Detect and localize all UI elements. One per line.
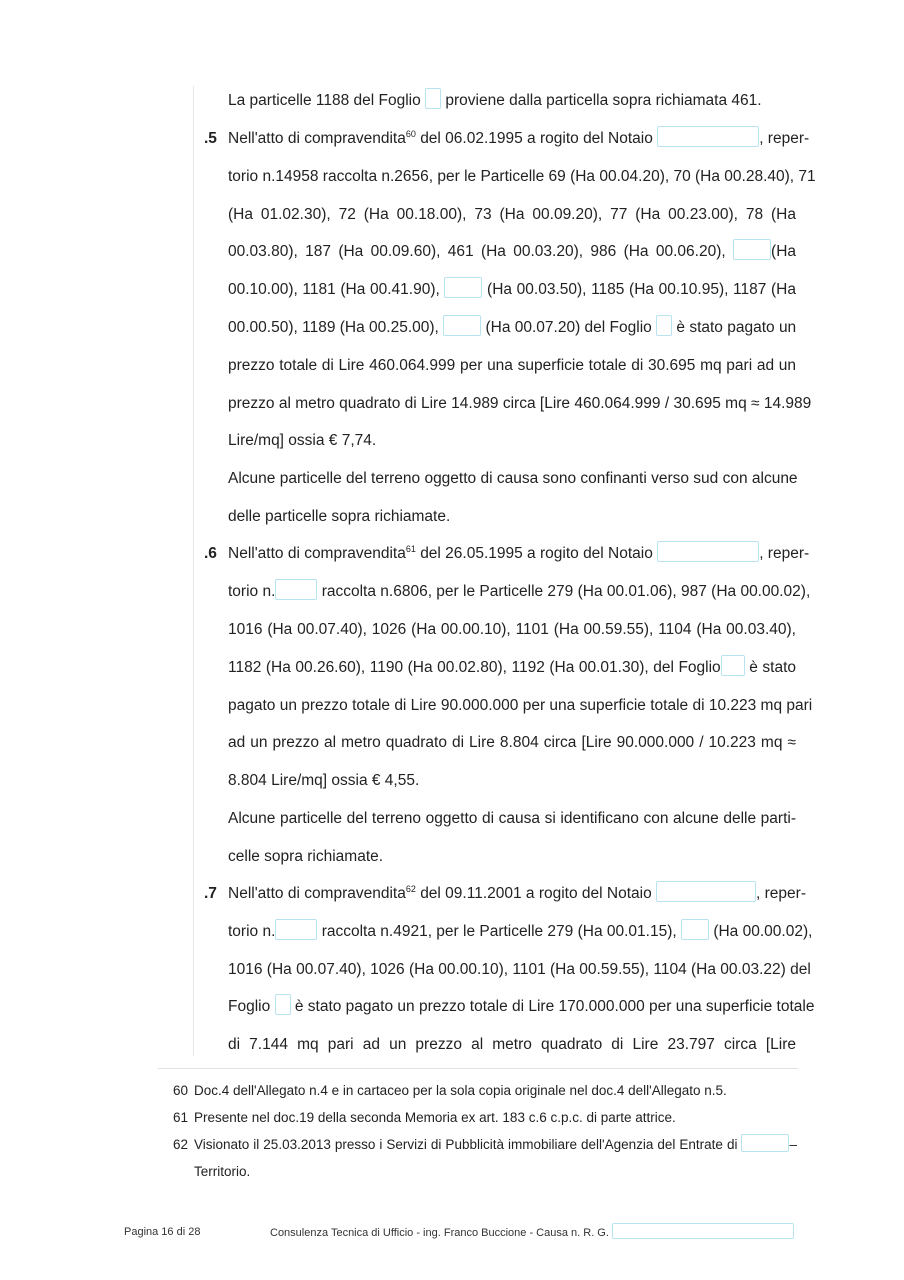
- redaction-box: [275, 994, 291, 1015]
- item-6-line-1: Nell'atto di compravendita$^{61}$ del 26.05.1995 a rogito del Notaio , reper-: [228, 541, 796, 567]
- redaction-box: [681, 919, 709, 940]
- page-number: Pagina 16 di 28: [124, 1226, 201, 1238]
- redaction-box: [443, 315, 481, 336]
- footnote-number: 60: [173, 1083, 189, 1098]
- item-7-line-1: Nell'atto di compravendita$^{62}$ del 09.11.2001 a rogito del Notaio , reper-: [228, 881, 796, 907]
- redaction-box: [741, 1134, 789, 1152]
- footnote-text: Presente nel doc.19 della seconda Memoria ex art. 183 c.6 c.p.c. di parte attrice.: [194, 1110, 676, 1125]
- item-7-line-5: di 7.144 mq pari ad un prezzo al metro quadrato di Lire 23.797 circa [Lire: [228, 1036, 796, 1053]
- footnote-text: Visionato il 25.03.2013 presso i Servizi di Pubblicità immobiliare dell'Agenzia del Entrate di –: [194, 1134, 797, 1156]
- footnote-text-continued: Territorio.: [194, 1164, 251, 1179]
- item-5-line-3: (Ha 01.02.30), 72 (Ha 00.18.00), 73 (Ha 00.09.20), 77 (Ha 00.23.00), 78 (Ha: [228, 206, 796, 223]
- item-5-line-1: Nell'atto di compravendita$^{60}$ del 06.02.1995 a rogito del Notaio , reper-: [228, 126, 796, 152]
- item-5-line-5: 00.10.00), 1181 (Ha 00.41.90), (Ha 00.03.50), 1185 (Ha 00.10.95), 1187 (Ha: [228, 277, 796, 303]
- item-6-line-2: torio n. raccolta n.6806, per le Particelle 279 (Ha 00.01.06), 987 (Ha 00.00.02),: [228, 579, 796, 605]
- item-6-line-7: 8.804 Lire/mq] ossia € 4,55.: [228, 772, 420, 789]
- item-6-line-6: ad un prezzo al metro quadrato di Lire 8.804 circa [Lire 90.000.000 / 10.223 mq ≈: [228, 734, 796, 751]
- redaction-box: [721, 655, 745, 676]
- item-number: .6: [204, 545, 217, 562]
- item-number: .7: [204, 885, 217, 902]
- redaction-box: [275, 919, 317, 940]
- item-7-line-4: Foglio è stato pagato un prezzo totale di Lire 170.000.000 per una superficie totale: [228, 994, 796, 1020]
- redaction-box: [425, 88, 441, 109]
- footnote-text: Doc.4 dell'Allegato n.4 e in cartaceo per la sola copia originale nel doc.4 dell'Allegato n.5.: [194, 1083, 727, 1098]
- footer-info: Consulenza Tecnica di Ufficio - ing. Franco Buccione - Causa n. R. G.: [270, 1223, 794, 1241]
- item-6-line-4: 1182 (Ha 00.26.60), 1190 (Ha 00.02.80), 1192 (Ha 00.01.30), del Foglio è stato: [228, 655, 796, 681]
- item-5-line-8: prezzo al metro quadrato di Lire 14.989 circa [Lire 460.064.999 / 30.695 mq ≈ 14.989: [228, 395, 812, 412]
- item-5-line-7: prezzo totale di Lire 460.064.999 per una superficie totale di 30.695 mq pari ad un: [228, 357, 796, 374]
- body-line: La particelle 1188 del Foglio proviene dalla particella sopra richiamata 461.: [228, 88, 796, 114]
- item-7-line-3: 1016 (Ha 00.07.40), 1026 (Ha 00.00.10), 1101 (Ha 00.59.55), 1104 (Ha 00.03.22) del: [228, 961, 811, 978]
- item-5-line-4: 00.03.80), 187 (Ha 00.09.60), 461 (Ha 00.03.20), 986 (Ha 00.06.20), (Ha: [228, 239, 796, 265]
- item-5-paragraph-line-1: Alcune particelle del terreno oggetto di causa sono confinanti verso sud con alcune: [228, 470, 798, 487]
- footnote-number: 62: [173, 1137, 189, 1152]
- redaction-box: [656, 315, 672, 336]
- item-5-line-2: torio n.14958 raccolta n.2656, per le Particelle 69 (Ha 00.04.20), 70 (Ha 00.28.40), 71: [228, 168, 816, 185]
- footnote-number: 61: [173, 1110, 189, 1125]
- left-margin-rule: [193, 86, 194, 1056]
- item-6-line-5: pagato un prezzo totale di Lire 90.000.000 per una superficie totale di 10.223 mq pari: [228, 697, 813, 714]
- item-6-paragraph-line-1: Alcune particelle del terreno oggetto di causa si identificano con alcune delle parti-: [228, 810, 796, 827]
- redaction-box: [275, 579, 317, 600]
- item-5-line-6: 00.00.50), 1189 (Ha 00.25.00), (Ha 00.07.20) del Foglio è stato pagato un: [228, 315, 796, 341]
- redaction-box: [656, 881, 756, 902]
- redaction-box: [444, 277, 482, 298]
- redaction-box: [733, 239, 771, 260]
- redaction-box: [657, 126, 759, 147]
- footnote-separator: [158, 1068, 798, 1069]
- item-5-paragraph-line-2: delle particelle sopra richiamate.: [228, 508, 451, 525]
- item-6-line-3: 1016 (Ha 00.07.40), 1026 (Ha 00.00.10), 1101 (Ha 00.59.55), 1104 (Ha 00.03.40),: [228, 621, 796, 638]
- redaction-box: [612, 1223, 794, 1239]
- item-number: .5: [204, 130, 217, 147]
- item-7-line-2: torio n. raccolta n.4921, per le Particelle 279 (Ha 00.01.15), (Ha 00.00.02),: [228, 919, 796, 945]
- item-6-paragraph-line-2: celle sopra richiamate.: [228, 848, 384, 865]
- redaction-box: [657, 541, 759, 562]
- item-5-line-9: Lire/mq] ossia € 7,74.: [228, 432, 377, 449]
